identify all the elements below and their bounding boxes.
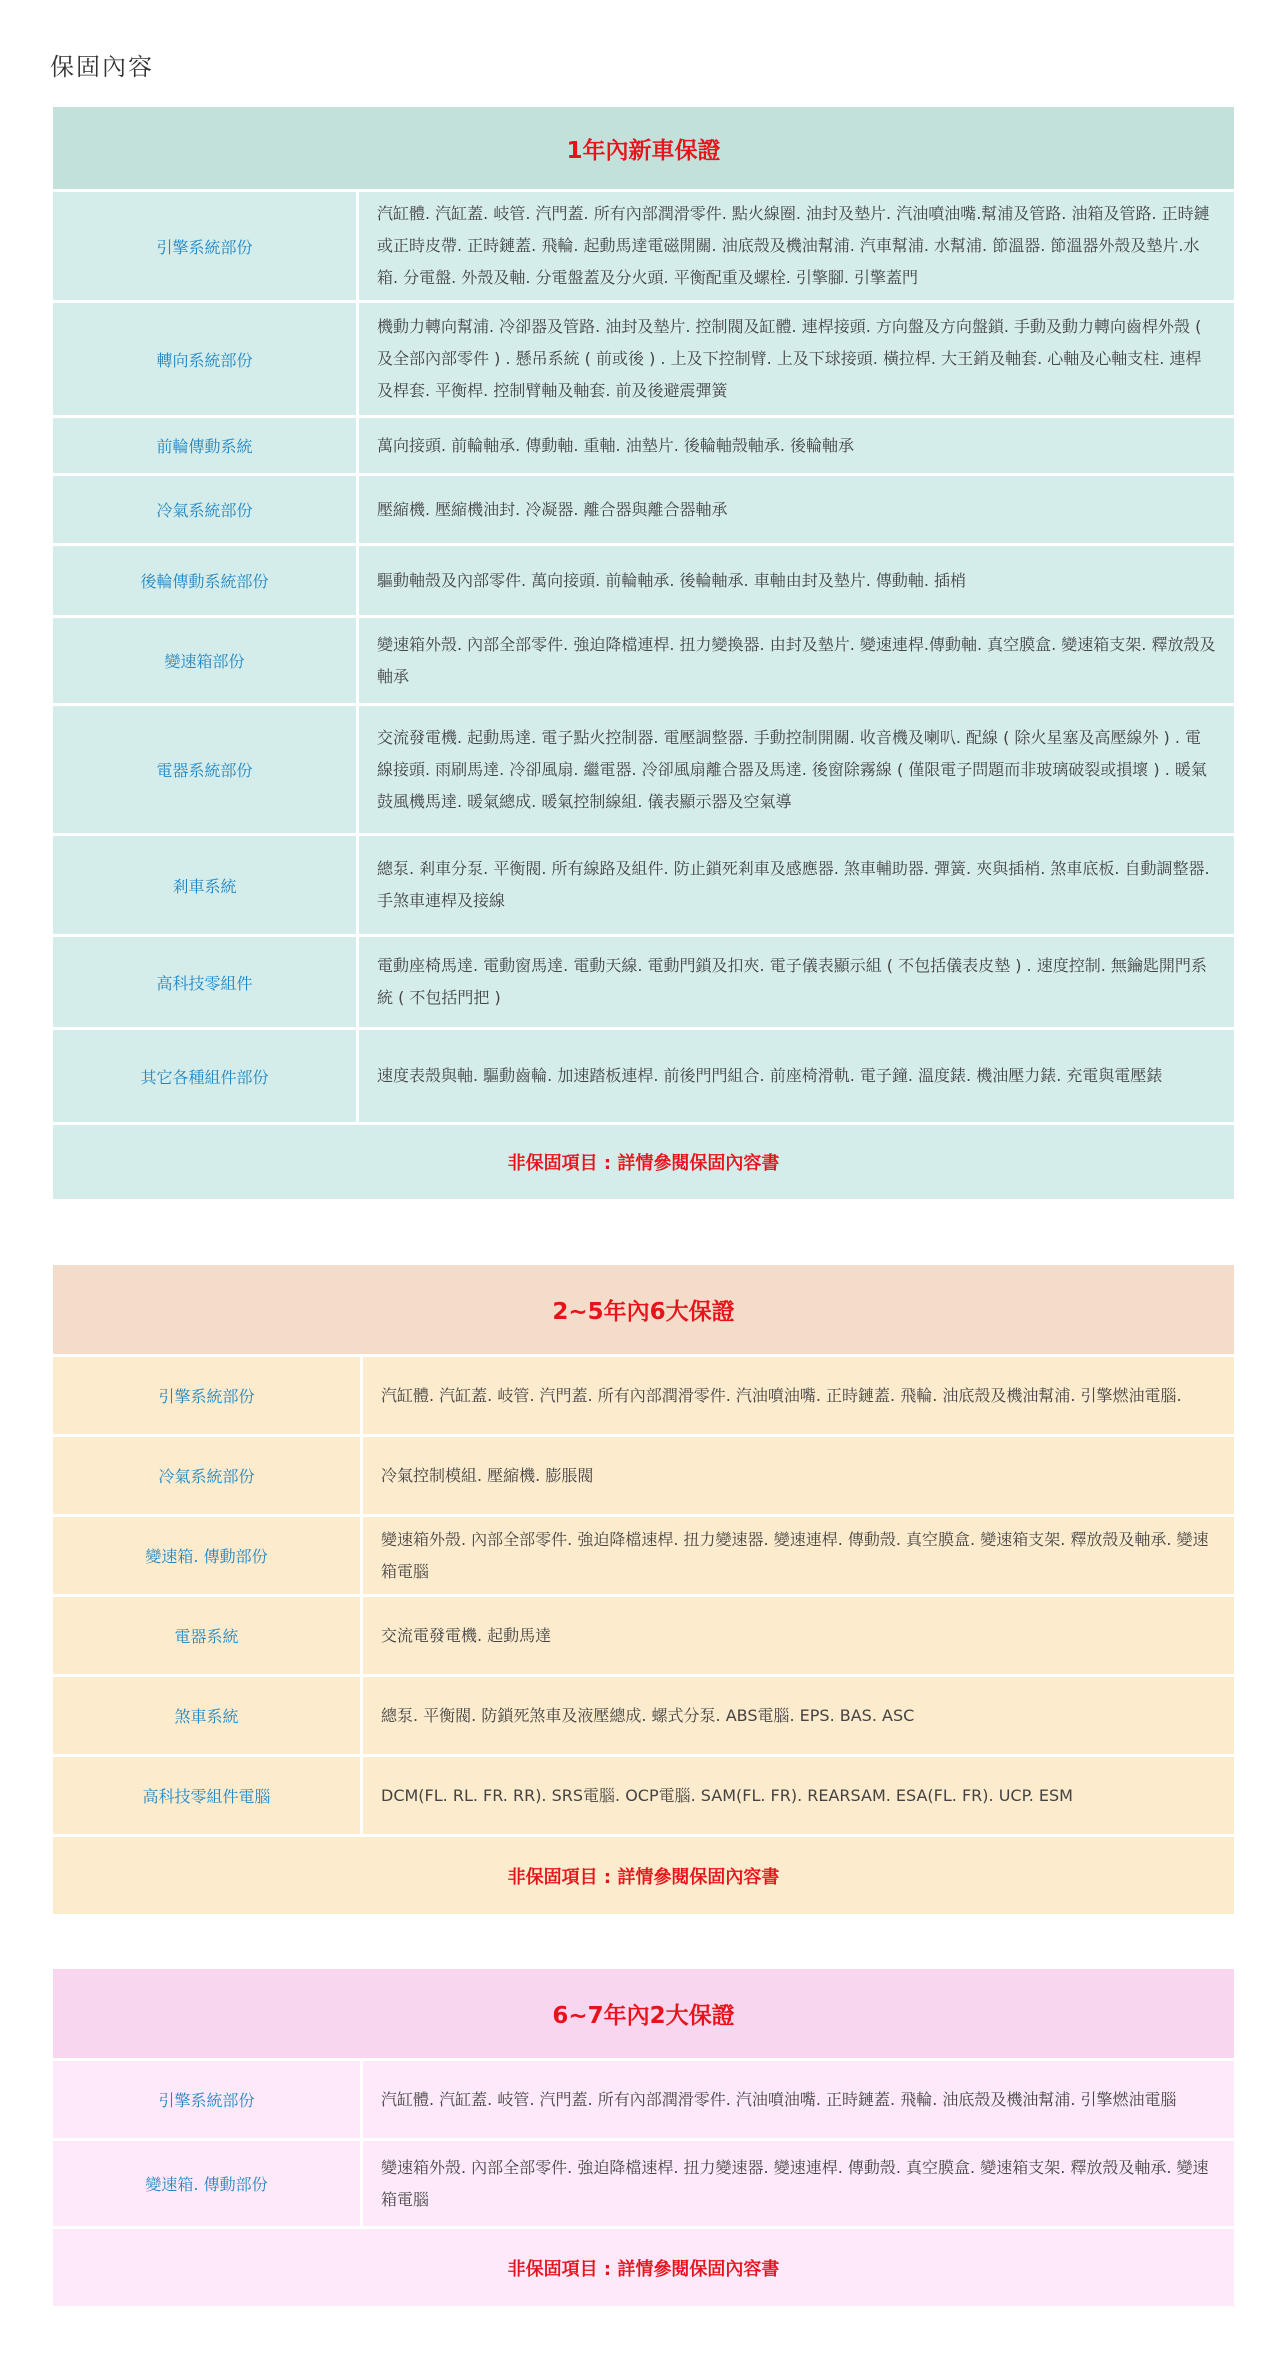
table-row [52, 1676, 1236, 1756]
row-label: 引擎系統部份 [52, 2060, 362, 2140]
row-content: 汽缸體. 汽缸蓋. 岐管. 汽門蓋. 所有內部潤滑零件. 汽油噴油嘴. 正時鏈蓋. 飛輪. 油底殼及機油幫浦. 引擎燃油電腦 [362, 2060, 1236, 2140]
table-row [52, 2140, 1236, 2228]
row-label: 冷氣系統部份 [52, 475, 358, 545]
table-row [52, 545, 1236, 617]
row-content: 總泵. 平衡閥. 防鎖死煞車及液壓總成. 螺式分泵. ABS電腦. EPS. BAS. ASC [362, 1676, 1236, 1756]
row-content: DCM(FL. RL. FR. RR). SRS電腦. OCP電腦. SAM(FL. FR). REARSAM. ESA(FL. FR). UCP. ESM [362, 1756, 1236, 1836]
row-label: 前輪傳動系統 [52, 417, 358, 475]
table-row [52, 1516, 1236, 1596]
row-content: 總泵. 剎車分泵. 平衡閥. 所有線路及組件. 防止鎖死剎車及感應器. 煞車輔助器. 彈簧. 夾與插梢. 煞車底板. 自動調整器. 手煞車連桿及接線 [358, 835, 1236, 936]
row-label: 高科技零組件電腦 [52, 1756, 362, 1836]
row-content: 汽缸體. 汽缸蓋. 岐管. 汽門蓋. 所有內部潤滑零件. 汽油噴油嘴. 正時鏈蓋. 飛輪. 油底殼及機油幫浦. 引擎燃油電腦. [362, 1356, 1236, 1436]
table-row [52, 302, 1236, 417]
table-row [52, 835, 1236, 936]
table-row [52, 1596, 1236, 1676]
row-content: 電動座椅馬達. 電動窗馬達. 電動天線. 電動門鎖及扣夾. 電子儀表顯示組 ( 不包括儀表皮墊 ) . 速度控制. 無鑰匙開門系統 ( 不包括門把 ) [358, 936, 1236, 1029]
row-content: 冷氣控制模組. 壓縮機. 膨脹閥 [362, 1436, 1236, 1516]
row-content: 變速箱外殼. 內部全部零件. 強迫降檔速桿. 扭力變速器. 變速連桿. 傳動殼. 真空膜盒. 變速箱支架. 釋放殼及軸承. 變速箱電腦 [362, 1516, 1236, 1596]
page-title: 保固內容 [50, 53, 154, 81]
row-label: 高科技零組件 [52, 936, 358, 1029]
row-label: 變速箱. 傳動部份 [52, 2140, 362, 2228]
table-row [52, 617, 1236, 705]
row-label: 其它各種組件部份 [52, 1029, 358, 1124]
warranty-table-2-5yr [50, 1262, 1237, 1917]
table-row [52, 1356, 1236, 1436]
non-warranty-note: 非保固項目 : 詳情參閱保固內容書 [52, 1836, 1236, 1916]
row-label: 冷氣系統部份 [52, 1436, 362, 1516]
row-label: 電器系統部份 [52, 705, 358, 835]
row-content: 萬向接頭. 前輪軸承. 傳動軸. 重軸. 油墊片. 後輪軸殼軸承. 後輪軸承 [358, 417, 1236, 475]
row-content: 交流發電機. 起動馬達. 電子點火控制器. 電壓調整器. 手動控制開關. 收音機及喇叭. 配線 ( 除火星塞及高壓線外 ) . 電線接頭. 雨刷馬達. 冷卻風扇. 繼電器. 冷卻風扇離合器及馬達. 後窗除霧線 ( 僅限電子問題而非玻璃破裂或損壞 ) . 暖氣鼓風機馬達. 暖氣總成. 暖氣控制線組. 儀表顯示器及空氣導 [358, 705, 1236, 835]
table-title-row [52, 1264, 1236, 1356]
row-label: 變速箱部份 [52, 617, 358, 705]
table-title: 2~5年內6大保證 [52, 1264, 1236, 1356]
row-label: 煞車系統 [52, 1676, 362, 1756]
row-content: 變速箱外殼. 內部全部零件. 強迫降檔連桿. 扭力變換器. 由封及墊片. 變速連桿.傳動軸. 真空膜盒. 變速箱支架. 釋放殼及軸承 [358, 617, 1236, 705]
table-row [52, 936, 1236, 1029]
table-row [52, 705, 1236, 835]
table-row [52, 191, 1236, 302]
row-content: 變速箱外殼. 內部全部零件. 強迫降檔速桿. 扭力變速器. 變速連桿. 傳動殼. 真空膜盒. 變速箱支架. 釋放殼及軸承. 變速箱電腦 [362, 2140, 1236, 2228]
table-title: 1年內新車保證 [52, 106, 1236, 191]
row-label: 引擎系統部份 [52, 191, 358, 302]
non-warranty-note: 非保固項目 : 詳情參閱保固內容書 [52, 1124, 1236, 1201]
row-label: 轉向系統部份 [52, 302, 358, 417]
table-row [52, 1029, 1236, 1124]
row-content: 交流電發電機. 起動馬達 [362, 1596, 1236, 1676]
table-note-row [52, 1124, 1236, 1201]
table-row [52, 417, 1236, 475]
warranty-table-6-7yr [50, 1966, 1237, 2309]
table-title-row [52, 1968, 1236, 2060]
row-label: 剎車系統 [52, 835, 358, 936]
table-row [52, 1436, 1236, 1516]
row-content: 驅動軸殼及內部零件. 萬向接頭. 前輪軸承. 後輪軸承. 車軸由封及墊片. 傳動軸. 插梢 [358, 545, 1236, 617]
row-content: 速度表殼與軸. 驅動齒輪. 加速踏板連桿. 前後門門組合. 前座椅滑軌. 電子鐘. 溫度錶. 機油壓力錶. 充電與電壓錶 [358, 1029, 1236, 1124]
warranty-table-1yr [50, 104, 1237, 1202]
table-row [52, 2060, 1236, 2140]
table-note-row [52, 2228, 1236, 2308]
table-title: 6~7年內2大保證 [52, 1968, 1236, 2060]
row-label: 引擎系統部份 [52, 1356, 362, 1436]
non-warranty-note: 非保固項目 : 詳情參閱保固內容書 [52, 2228, 1236, 2308]
row-content: 機動力轉向幫浦. 冷卻器及管路. 油封及墊片. 控制閥及缸體. 連桿接頭. 方向盤及方向盤鎖. 手動及動力轉向齒桿外殼 ( 及全部內部零件 ) . 懸吊系統 ( 前或後 ) . 上及下控制臂. 上及下球接頭. 橫拉桿. 大王銷及軸套. 心軸及心軸支柱. 連桿及桿套. 平衡桿. 控制臂軸及軸套. 前及後避震彈簧 [358, 302, 1236, 417]
row-label: 後輪傳動系統部份 [52, 545, 358, 617]
row-content: 汽缸體. 汽缸蓋. 岐管. 汽門蓋. 所有內部潤滑零件. 點火線圈. 油封及墊片. 汽油噴油嘴.幫浦及管路. 油箱及管路. 正時鏈或正時皮帶. 正時鏈蓋. 飛輪. 起動馬達電磁開關. 油底殼及機油幫浦. 汽車幫浦. 水幫浦. 節溫器. 節溫器外殼及墊片.水箱. 分電盤. 外殼及軸. 分電盤蓋及分火頭. 平衡配重及螺栓. 引擎腳. 引擎蓋門 [358, 191, 1236, 302]
table-note-row [52, 1836, 1236, 1916]
row-label: 電器系統 [52, 1596, 362, 1676]
row-label: 變速箱. 傳動部份 [52, 1516, 362, 1596]
table-title-row [52, 106, 1236, 191]
table-row [52, 1756, 1236, 1836]
table-row [52, 475, 1236, 545]
row-content: 壓縮機. 壓縮機油封. 冷凝器. 離合器與離合器軸承 [358, 475, 1236, 545]
